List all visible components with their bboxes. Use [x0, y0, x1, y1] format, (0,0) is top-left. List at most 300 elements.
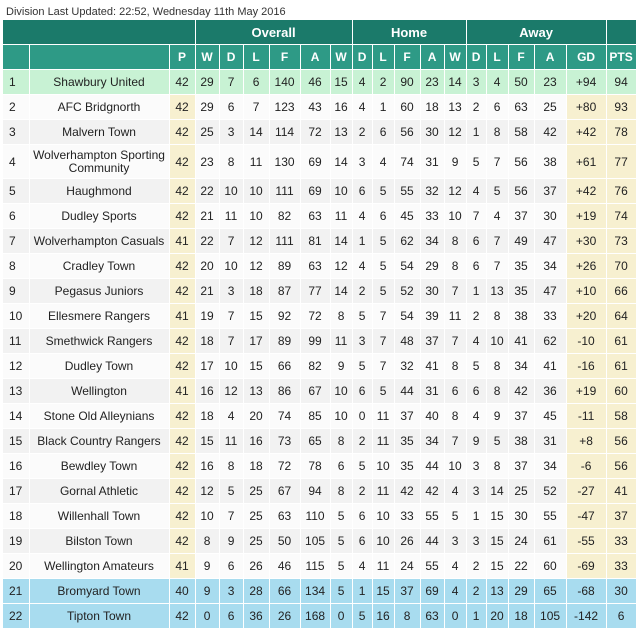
home-won-cell: 8	[330, 429, 352, 454]
home-lost-cell: 2	[372, 70, 394, 95]
team-cell[interactable]: Dudley Town	[29, 354, 169, 379]
team-cell[interactable]: AFC Bridgnorth	[29, 95, 169, 120]
home-for-cell: 60	[394, 95, 420, 120]
position-cell: 2	[3, 95, 29, 120]
points-cell: 33	[606, 554, 636, 579]
away-drawn-cell: 2	[466, 95, 486, 120]
lost-cell: 10	[243, 204, 269, 229]
col-pos	[3, 45, 29, 70]
away-for-cell: 29	[508, 579, 534, 604]
team-cell[interactable]: Haughmond	[29, 179, 169, 204]
drawn-cell: 7	[219, 70, 243, 95]
team-cell[interactable]: Wellington Amateurs	[29, 554, 169, 579]
away-against-cell: 37	[534, 179, 566, 204]
table-row[interactable]	[3, 379, 636, 404]
col-points[interactable]: PTS	[606, 45, 636, 70]
home-won-cell: 0	[330, 604, 352, 629]
away-lost-cell: 7	[486, 145, 508, 179]
away-lost-cell: 20	[486, 604, 508, 629]
away-won-cell: 8	[444, 354, 466, 379]
away-lost-cell: 10	[486, 329, 508, 354]
away-won-cell: 6	[444, 379, 466, 404]
table-row[interactable]	[3, 279, 636, 304]
away-won-cell: 7	[444, 329, 466, 354]
home-won-cell: 13	[330, 120, 352, 145]
drawn-cell: 3	[219, 579, 243, 604]
away-against-cell: 23	[534, 70, 566, 95]
for-cell: 67	[269, 479, 300, 504]
away-lost-cell: 13	[486, 579, 508, 604]
lost-cell: 17	[243, 329, 269, 354]
col-played[interactable]: P	[169, 45, 195, 70]
col-home-for[interactable]: F	[394, 45, 420, 70]
points-cell: 56	[606, 454, 636, 479]
away-drawn-cell: 4	[466, 179, 486, 204]
group-header-blank	[3, 20, 195, 45]
table-row[interactable]	[3, 604, 636, 629]
position-cell: 8	[3, 254, 29, 279]
away-lost-cell: 8	[486, 120, 508, 145]
points-cell: 61	[606, 329, 636, 354]
away-lost-cell: 5	[486, 429, 508, 454]
col-home-against[interactable]: A	[420, 45, 444, 70]
goal-diff-cell: -6	[566, 454, 606, 479]
played-cell: 42	[169, 120, 195, 145]
home-against-cell: 44	[420, 454, 444, 479]
against-cell: 115	[300, 554, 330, 579]
away-for-cell: 41	[508, 329, 534, 354]
lost-cell: 11	[243, 145, 269, 179]
table-row[interactable]	[3, 454, 636, 479]
team-cell[interactable]: Cradley Town	[29, 254, 169, 279]
away-against-cell: 61	[534, 529, 566, 554]
home-drawn-cell: 5	[352, 454, 372, 479]
points-cell: 93	[606, 95, 636, 120]
lost-cell: 12	[243, 254, 269, 279]
home-against-cell: 37	[420, 329, 444, 354]
goal-diff-cell: -10	[566, 329, 606, 354]
for-cell: 73	[269, 429, 300, 454]
away-drawn-cell: 6	[466, 229, 486, 254]
home-for-cell: 55	[394, 179, 420, 204]
home-for-cell: 54	[394, 304, 420, 329]
away-drawn-cell: 1	[466, 279, 486, 304]
against-cell: 94	[300, 479, 330, 504]
away-won-cell: 13	[444, 95, 466, 120]
away-drawn-cell: 2	[466, 554, 486, 579]
points-cell: 41	[606, 479, 636, 504]
team-cell[interactable]: Wolverhampton Casuals	[29, 229, 169, 254]
won-cell: 21	[195, 204, 219, 229]
away-drawn-cell: 6	[466, 379, 486, 404]
position-cell: 20	[3, 554, 29, 579]
home-for-cell: 48	[394, 329, 420, 354]
table-row[interactable]	[3, 429, 636, 454]
against-cell: 65	[300, 429, 330, 454]
away-won-cell: 12	[444, 179, 466, 204]
against-cell: 72	[300, 120, 330, 145]
position-cell: 12	[3, 354, 29, 379]
goal-diff-cell: +61	[566, 145, 606, 179]
table-row[interactable]	[3, 229, 636, 254]
home-drawn-cell: 1	[352, 229, 372, 254]
away-drawn-cell: 2	[466, 304, 486, 329]
away-lost-cell: 4	[486, 70, 508, 95]
col-away-drawn[interactable]: D	[466, 45, 486, 70]
away-against-cell: 47	[534, 229, 566, 254]
goal-diff-cell: -27	[566, 479, 606, 504]
away-lost-cell: 15	[486, 504, 508, 529]
against-cell: 105	[300, 529, 330, 554]
away-for-cell: 24	[508, 529, 534, 554]
col-home-won[interactable]: W	[330, 45, 352, 70]
home-drawn-cell: 5	[352, 354, 372, 379]
home-lost-cell: 10	[372, 529, 394, 554]
position-cell: 16	[3, 454, 29, 479]
position-cell: 10	[3, 304, 29, 329]
position-cell: 13	[3, 379, 29, 404]
home-lost-cell: 11	[372, 479, 394, 504]
group-header-home: Home	[352, 20, 466, 45]
won-cell: 18	[195, 329, 219, 354]
away-won-cell: 12	[444, 120, 466, 145]
team-cell[interactable]: Stone Old Alleynians	[29, 404, 169, 429]
table-row[interactable]	[3, 529, 636, 554]
lost-cell: 14	[243, 120, 269, 145]
away-drawn-cell: 1	[466, 120, 486, 145]
away-for-cell: 42	[508, 379, 534, 404]
table-row[interactable]	[3, 329, 636, 354]
goal-diff-cell: +30	[566, 229, 606, 254]
team-cell[interactable]: Ellesmere Rangers	[29, 304, 169, 329]
points-cell: 60	[606, 379, 636, 404]
col-against[interactable]: A	[300, 45, 330, 70]
group-header-blank-right	[606, 20, 636, 45]
away-against-cell: 105	[534, 604, 566, 629]
home-lost-cell: 5	[372, 379, 394, 404]
table-row[interactable]	[3, 354, 636, 379]
home-against-cell: 42	[420, 479, 444, 504]
lost-cell: 20	[243, 404, 269, 429]
played-cell: 40	[169, 579, 195, 604]
away-against-cell: 60	[534, 554, 566, 579]
home-won-cell: 14	[330, 145, 352, 179]
away-won-cell: 8	[444, 229, 466, 254]
drawn-cell: 7	[219, 304, 243, 329]
away-for-cell: 63	[508, 95, 534, 120]
won-cell: 21	[195, 279, 219, 304]
away-won-cell: 14	[444, 70, 466, 95]
lost-cell: 12	[243, 229, 269, 254]
home-won-cell: 12	[330, 254, 352, 279]
won-cell: 10	[195, 504, 219, 529]
home-for-cell: 33	[394, 504, 420, 529]
home-lost-cell: 11	[372, 554, 394, 579]
team-cell[interactable]: Willenhall Town	[29, 504, 169, 529]
for-cell: 66	[269, 354, 300, 379]
goal-diff-cell: +19	[566, 379, 606, 404]
table-body	[3, 70, 636, 629]
table-row[interactable]	[3, 179, 636, 204]
drawn-cell: 8	[219, 454, 243, 479]
home-for-cell: 90	[394, 70, 420, 95]
away-won-cell: 8	[444, 254, 466, 279]
for-cell: 26	[269, 604, 300, 629]
away-drawn-cell: 3	[466, 479, 486, 504]
lost-cell: 18	[243, 279, 269, 304]
away-lost-cell: 15	[486, 529, 508, 554]
away-for-cell: 34	[508, 354, 534, 379]
for-cell: 46	[269, 554, 300, 579]
home-drawn-cell: 4	[352, 554, 372, 579]
won-cell: 12	[195, 479, 219, 504]
home-against-cell: 63	[420, 604, 444, 629]
team-cell[interactable]: Gornal Athletic	[29, 479, 169, 504]
away-drawn-cell: 6	[466, 254, 486, 279]
played-cell: 42	[169, 145, 195, 179]
table-row[interactable]	[3, 404, 636, 429]
points-cell: 58	[606, 404, 636, 429]
away-drawn-cell: 5	[466, 145, 486, 179]
away-for-cell: 22	[508, 554, 534, 579]
away-against-cell: 34	[534, 454, 566, 479]
away-drawn-cell: 1	[466, 504, 486, 529]
home-won-cell: 5	[330, 554, 352, 579]
team-cell[interactable]: Black Country Rangers	[29, 429, 169, 454]
home-against-cell: 32	[420, 179, 444, 204]
drawn-cell: 5	[219, 479, 243, 504]
away-against-cell: 42	[534, 120, 566, 145]
away-drawn-cell: 3	[466, 70, 486, 95]
against-cell: 69	[300, 179, 330, 204]
against-cell: 110	[300, 504, 330, 529]
position-cell: 11	[3, 329, 29, 354]
position-cell: 21	[3, 579, 29, 604]
col-won[interactable]: W	[195, 45, 219, 70]
against-cell: 72	[300, 304, 330, 329]
goal-diff-cell: +42	[566, 120, 606, 145]
away-for-cell: 30	[508, 504, 534, 529]
points-cell: 73	[606, 229, 636, 254]
goal-diff-cell: -69	[566, 554, 606, 579]
points-cell: 74	[606, 204, 636, 229]
goal-diff-cell: +80	[566, 95, 606, 120]
goal-diff-cell: +10	[566, 279, 606, 304]
for-cell: 111	[269, 229, 300, 254]
played-cell: 42	[169, 429, 195, 454]
played-cell: 42	[169, 279, 195, 304]
played-cell: 42	[169, 454, 195, 479]
home-drawn-cell: 5	[352, 604, 372, 629]
home-against-cell: 44	[420, 529, 444, 554]
home-against-cell: 69	[420, 579, 444, 604]
away-for-cell: 37	[508, 404, 534, 429]
table-row[interactable]	[3, 70, 636, 95]
team-cell[interactable]: Wolverhampton Sporting Community	[29, 145, 169, 179]
away-lost-cell: 13	[486, 279, 508, 304]
col-for[interactable]: F	[269, 45, 300, 70]
away-against-cell: 36	[534, 379, 566, 404]
col-lost[interactable]: L	[243, 45, 269, 70]
col-home-drawn[interactable]: D	[352, 45, 372, 70]
col-away-against[interactable]: A	[534, 45, 566, 70]
home-drawn-cell: 4	[352, 95, 372, 120]
team-cell[interactable]: Malvern Town	[29, 120, 169, 145]
column-header-row	[3, 45, 636, 70]
won-cell: 0	[195, 604, 219, 629]
group-header-overall: Overall	[195, 20, 352, 45]
points-cell: 64	[606, 304, 636, 329]
home-lost-cell: 7	[372, 329, 394, 354]
lost-cell: 25	[243, 504, 269, 529]
home-for-cell: 54	[394, 254, 420, 279]
lost-cell: 25	[243, 479, 269, 504]
away-lost-cell: 7	[486, 254, 508, 279]
team-cell[interactable]: Bilston Town	[29, 529, 169, 554]
table-row[interactable]	[3, 120, 636, 145]
team-cell[interactable]: Dudley Sports	[29, 204, 169, 229]
played-cell: 42	[169, 354, 195, 379]
col-away-for[interactable]: F	[508, 45, 534, 70]
away-against-cell: 45	[534, 404, 566, 429]
lost-cell: 6	[243, 70, 269, 95]
home-won-cell: 11	[330, 329, 352, 354]
played-cell: 42	[169, 479, 195, 504]
home-lost-cell: 5	[372, 254, 394, 279]
home-drawn-cell: 6	[352, 179, 372, 204]
team-cell[interactable]: Shawbury United	[29, 70, 169, 95]
team-cell[interactable]: Bewdley Town	[29, 454, 169, 479]
team-cell[interactable]: Smethwick Rangers	[29, 329, 169, 354]
home-drawn-cell: 3	[352, 329, 372, 354]
away-for-cell: 56	[508, 179, 534, 204]
lost-cell: 13	[243, 379, 269, 404]
home-against-cell: 33	[420, 204, 444, 229]
col-home-lost[interactable]: L	[372, 45, 394, 70]
away-drawn-cell: 2	[466, 579, 486, 604]
for-cell: 72	[269, 454, 300, 479]
away-drawn-cell: 5	[466, 354, 486, 379]
team-cell[interactable]: Pegasus Juniors	[29, 279, 169, 304]
team-cell[interactable]: Bromyard Town	[29, 579, 169, 604]
home-drawn-cell: 4	[352, 204, 372, 229]
lost-cell: 16	[243, 429, 269, 454]
goal-diff-cell: +42	[566, 179, 606, 204]
played-cell: 42	[169, 604, 195, 629]
home-lost-cell: 6	[372, 204, 394, 229]
won-cell: 15	[195, 429, 219, 454]
col-drawn[interactable]: D	[219, 45, 243, 70]
col-goal-diff[interactable]: GD	[566, 45, 606, 70]
for-cell: 66	[269, 579, 300, 604]
drawn-cell: 10	[219, 179, 243, 204]
away-against-cell: 31	[534, 429, 566, 454]
away-for-cell: 49	[508, 229, 534, 254]
home-drawn-cell: 1	[352, 579, 372, 604]
points-cell: 30	[606, 579, 636, 604]
points-cell: 70	[606, 254, 636, 279]
away-for-cell: 37	[508, 454, 534, 479]
home-won-cell: 5	[330, 529, 352, 554]
for-cell: 89	[269, 329, 300, 354]
against-cell: 63	[300, 204, 330, 229]
played-cell: 42	[169, 179, 195, 204]
home-lost-cell: 7	[372, 304, 394, 329]
away-for-cell: 35	[508, 279, 534, 304]
home-won-cell: 14	[330, 229, 352, 254]
table-row[interactable]	[3, 95, 636, 120]
won-cell: 17	[195, 354, 219, 379]
home-against-cell: 30	[420, 120, 444, 145]
drawn-cell: 3	[219, 120, 243, 145]
away-won-cell: 10	[444, 454, 466, 479]
goal-diff-cell: -11	[566, 404, 606, 429]
home-against-cell: 40	[420, 404, 444, 429]
team-cell[interactable]: Tipton Town	[29, 604, 169, 629]
table-row[interactable]	[3, 304, 636, 329]
drawn-cell: 11	[219, 429, 243, 454]
away-for-cell: 37	[508, 204, 534, 229]
table-row[interactable]	[3, 579, 636, 604]
away-for-cell: 58	[508, 120, 534, 145]
table-row[interactable]	[3, 504, 636, 529]
table-row[interactable]	[3, 145, 636, 179]
for-cell: 114	[269, 120, 300, 145]
goal-diff-cell: +20	[566, 304, 606, 329]
goal-diff-cell: -47	[566, 504, 606, 529]
won-cell: 23	[195, 145, 219, 179]
team-cell[interactable]: Wellington	[29, 379, 169, 404]
away-won-cell: 7	[444, 279, 466, 304]
home-drawn-cell: 3	[352, 145, 372, 179]
home-drawn-cell: 6	[352, 504, 372, 529]
away-against-cell: 34	[534, 254, 566, 279]
played-cell: 42	[169, 504, 195, 529]
position-cell: 1	[3, 70, 29, 95]
away-drawn-cell: 7	[466, 204, 486, 229]
table-row[interactable]	[3, 554, 636, 579]
points-cell: 76	[606, 179, 636, 204]
points-cell: 61	[606, 354, 636, 379]
played-cell: 42	[169, 329, 195, 354]
table-row[interactable]	[3, 254, 636, 279]
drawn-cell: 7	[219, 329, 243, 354]
away-won-cell: 8	[444, 404, 466, 429]
col-away-lost[interactable]: L	[486, 45, 508, 70]
home-against-cell: 39	[420, 304, 444, 329]
table-row[interactable]	[3, 204, 636, 229]
away-against-cell: 52	[534, 479, 566, 504]
lost-cell: 36	[243, 604, 269, 629]
col-away-won[interactable]: W	[444, 45, 466, 70]
drawn-cell: 7	[219, 504, 243, 529]
played-cell: 42	[169, 529, 195, 554]
won-cell: 18	[195, 404, 219, 429]
home-lost-cell: 4	[372, 145, 394, 179]
drawn-cell: 6	[219, 95, 243, 120]
away-for-cell: 56	[508, 145, 534, 179]
table-row[interactable]	[3, 479, 636, 504]
played-cell: 42	[169, 404, 195, 429]
home-against-cell: 55	[420, 504, 444, 529]
position-cell: 6	[3, 204, 29, 229]
away-for-cell: 18	[508, 604, 534, 629]
points-cell: 66	[606, 279, 636, 304]
goal-diff-cell: +19	[566, 204, 606, 229]
position-cell: 18	[3, 504, 29, 529]
away-lost-cell: 14	[486, 479, 508, 504]
against-cell: 134	[300, 579, 330, 604]
